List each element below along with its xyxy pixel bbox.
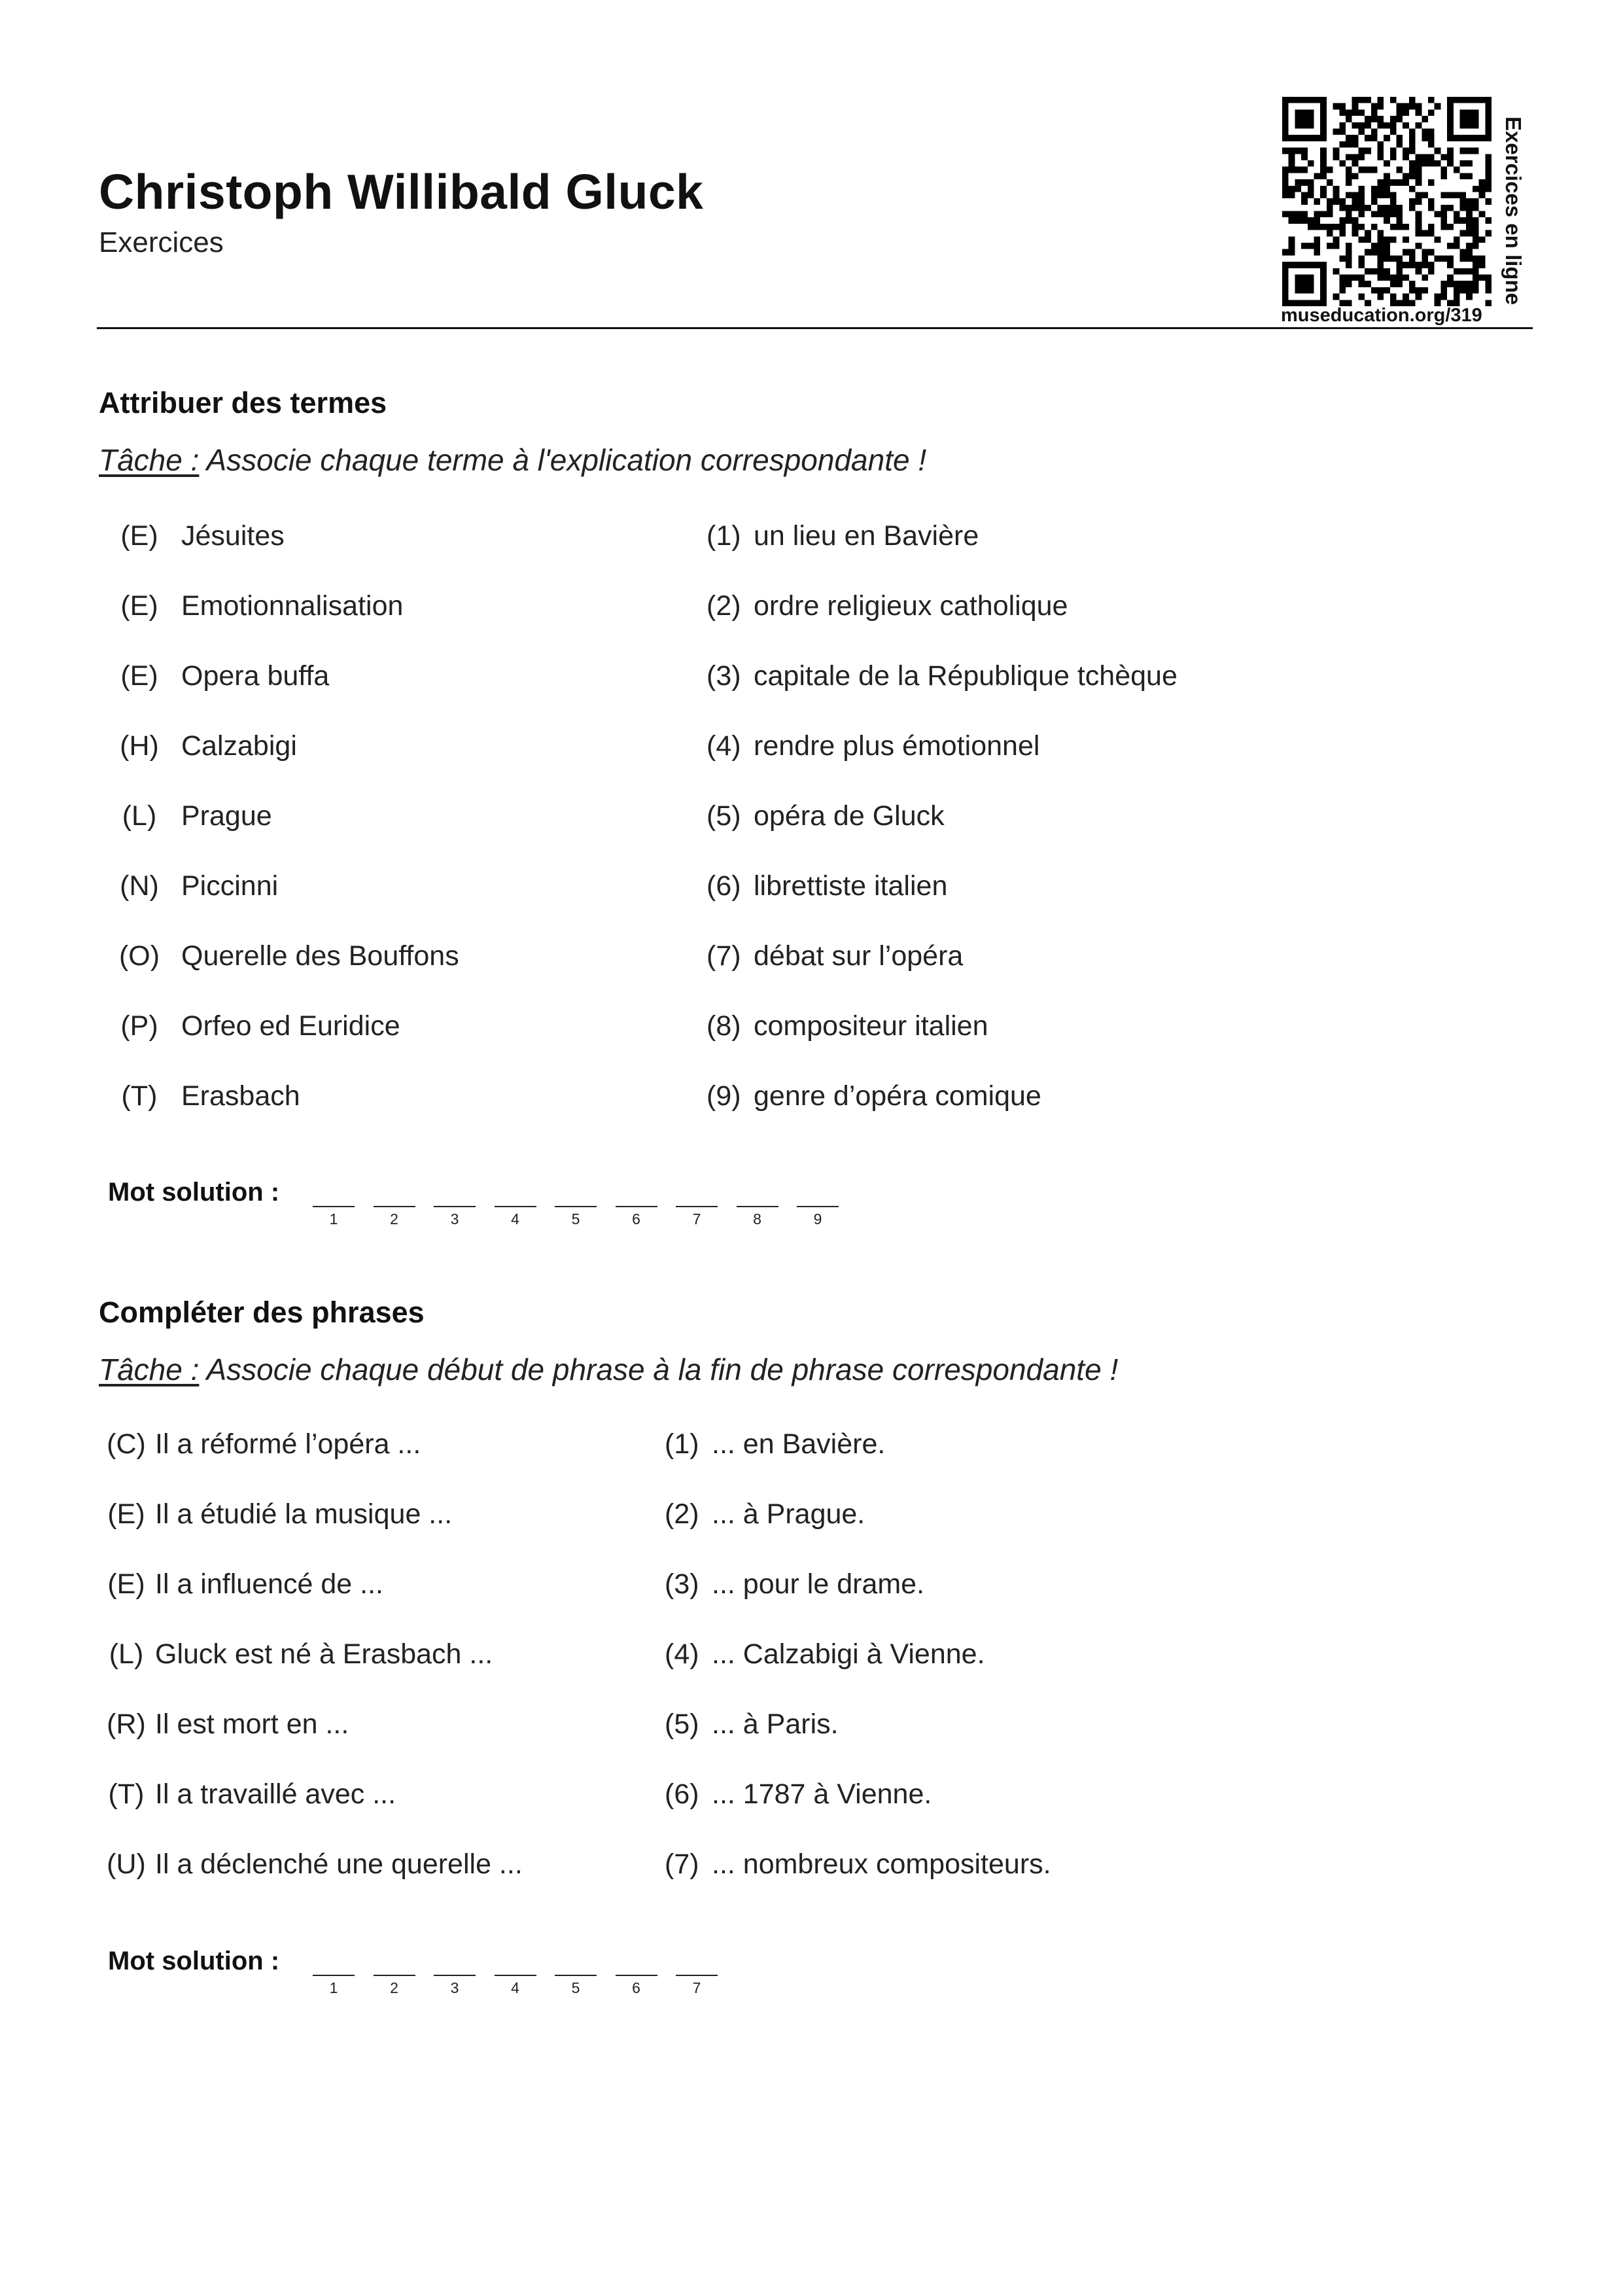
term-letter: (T) (121, 1080, 158, 1112)
explanation-number: (3) (707, 660, 741, 692)
explanation-text: opéra de Gluck (754, 800, 945, 832)
sentence-start-letter: (E) (107, 1568, 145, 1600)
explanation-number: (2) (707, 590, 741, 622)
sentence-start-letter: (C) (107, 1428, 146, 1460)
sentence-end-number: (2) (665, 1498, 699, 1530)
solution-blank[interactable] (374, 1975, 415, 1976)
term-text: Emotionnalisation (181, 590, 404, 622)
task-instruction-sentences (99, 1352, 1118, 1387)
term-text: Erasbach (181, 1080, 300, 1112)
sentence-start-letter: (T) (108, 1778, 145, 1810)
sentence-end-number: (4) (665, 1638, 699, 1670)
solution-blank[interactable] (313, 1975, 355, 1976)
solution-blank-number: 1 (329, 1210, 338, 1227)
sentence-start-text: Il a déclenché une querelle ... (155, 1848, 523, 1880)
sentence-start-text: Il a travaillé avec ... (155, 1778, 396, 1810)
term-text: Calzabigi (181, 730, 297, 762)
term-letter: (E) (120, 590, 158, 622)
sentence-start-letter: (R) (107, 1708, 146, 1740)
solution-blank-number: 2 (390, 1210, 398, 1227)
sentence-start-letter: (E) (107, 1498, 145, 1530)
explanation-text: ordre religieux catholique (754, 590, 1068, 622)
sentence-start-text: Il a étudié la musique ... (155, 1498, 453, 1530)
explanation-text: genre d’opéra comique (754, 1080, 1041, 1112)
solution-blank-number: 3 (450, 1979, 459, 1996)
sentence-end-text: ... à Prague. (712, 1498, 865, 1530)
explanation-text: librettiste italien (754, 870, 948, 902)
sentence-end-text: ... en Bavière. (712, 1428, 886, 1460)
term-letter: (N) (120, 870, 159, 902)
section-title-sentences: Compléter des phrases (99, 1296, 425, 1329)
sentence-start-text: Il est mort en ... (155, 1708, 349, 1740)
term-text: Querelle des Bouffons (181, 940, 459, 972)
solution-blank[interactable] (676, 1975, 718, 1976)
task-text: Associe chaque début de phrase à la fin de phrase correspondante ! (199, 1352, 1119, 1386)
explanation-number: (1) (707, 520, 741, 552)
explanation-text: un lieu en Bavière (754, 520, 979, 552)
qr-code[interactable] (1282, 97, 1492, 306)
sentence-end-number: (1) (665, 1428, 699, 1460)
term-text: Prague (181, 800, 272, 832)
solution-blank-number: 1 (329, 1979, 338, 1996)
qr-url[interactable]: museducation.org/319 (1281, 305, 1482, 326)
qr-side-label-wrap (1493, 116, 1526, 319)
sentence-end-number: (5) (665, 1708, 699, 1740)
task-instruction-terms (99, 442, 926, 478)
sentence-start-letter: (U) (107, 1848, 146, 1880)
page-subtitle: Exercices (99, 226, 224, 258)
solution-blank[interactable] (676, 1206, 718, 1207)
solution-blank-number: 6 (632, 1210, 640, 1227)
task-label: Tâche : (99, 443, 200, 477)
term-text: Orfeo ed Euridice (181, 1010, 400, 1042)
solution-blank[interactable] (434, 1206, 476, 1207)
solution-blank-number: 7 (692, 1979, 701, 1996)
explanation-number: (5) (707, 800, 741, 832)
term-letter: (H) (120, 730, 159, 762)
explanation-number: (9) (707, 1080, 741, 1112)
solution-blank-number: 3 (450, 1210, 459, 1227)
explanation-text: capitale de la République tchèque (754, 660, 1178, 692)
solution-blank-number: 8 (753, 1210, 761, 1227)
solution-blank[interactable] (434, 1975, 476, 1976)
sentence-end-text: ... à Paris. (712, 1708, 839, 1740)
solution-label-sentences: Mot solution : (108, 1947, 280, 1975)
explanation-number: (6) (707, 870, 741, 902)
solution-blank[interactable] (616, 1975, 657, 1976)
sentence-end-text: ... 1787 à Vienne. (712, 1778, 932, 1810)
explanation-text: débat sur l’opéra (754, 940, 964, 972)
term-text: Jésuites (181, 520, 285, 552)
solution-blank-number: 5 (571, 1979, 580, 1996)
solution-blank-number: 5 (571, 1210, 580, 1227)
qr-side-label: Exercices en ligne (1501, 116, 1526, 305)
sentence-start-text: Gluck est né à Erasbach ... (155, 1638, 493, 1670)
solution-label-terms: Mot solution : (108, 1178, 280, 1207)
sentence-end-text: ... nombreux compositeurs. (712, 1848, 1051, 1880)
term-letter: (P) (120, 1010, 158, 1042)
sentence-end-number: (3) (665, 1568, 699, 1600)
sentence-start-text: Il a influencé de ... (155, 1568, 383, 1600)
solution-blank[interactable] (555, 1975, 597, 1976)
explanation-text: compositeur italien (754, 1010, 988, 1042)
section-title-terms: Attribuer des termes (99, 386, 387, 419)
task-label: Tâche : (99, 1352, 200, 1386)
sentence-start-letter: (L) (109, 1638, 144, 1670)
solution-blank[interactable] (495, 1206, 536, 1207)
solution-blank-number: 2 (390, 1979, 398, 1996)
explanation-number: (4) (707, 730, 741, 762)
explanation-number: (7) (707, 940, 741, 972)
task-text: Associe chaque terme à l'explication correspondante ! (199, 443, 927, 477)
solution-blank[interactable] (737, 1206, 778, 1207)
solution-blank[interactable] (616, 1206, 657, 1207)
solution-blank[interactable] (495, 1975, 536, 1976)
solution-blank-number: 4 (511, 1210, 519, 1227)
term-text: Piccinni (181, 870, 279, 902)
header-divider (97, 327, 1533, 329)
solution-blank[interactable] (797, 1206, 839, 1207)
term-letter: (E) (120, 520, 158, 552)
page-title: Christoph Willibald Gluck (99, 164, 704, 219)
sentence-end-text: ... Calzabigi à Vienne. (712, 1638, 985, 1670)
term-letter: (E) (120, 660, 158, 692)
term-letter: (O) (118, 940, 160, 972)
explanation-text: rendre plus émotionnel (754, 730, 1040, 762)
term-text: Opera buffa (181, 660, 330, 692)
explanation-number: (8) (707, 1010, 741, 1042)
solution-blank[interactable] (374, 1206, 415, 1207)
solution-blank[interactable] (313, 1206, 355, 1207)
solution-blank[interactable] (555, 1206, 597, 1207)
solution-blank-number: 6 (632, 1979, 640, 1996)
sentence-end-number: (7) (665, 1848, 699, 1880)
sentence-start-text: Il a réformé l’opéra ... (155, 1428, 421, 1460)
sentence-end-number: (6) (665, 1778, 699, 1810)
solution-blank-number: 4 (511, 1979, 519, 1996)
sentence-end-text: ... pour le drame. (712, 1568, 925, 1600)
solution-blank-number: 9 (813, 1210, 822, 1227)
term-letter: (L) (122, 800, 157, 832)
solution-blank-number: 7 (692, 1210, 701, 1227)
